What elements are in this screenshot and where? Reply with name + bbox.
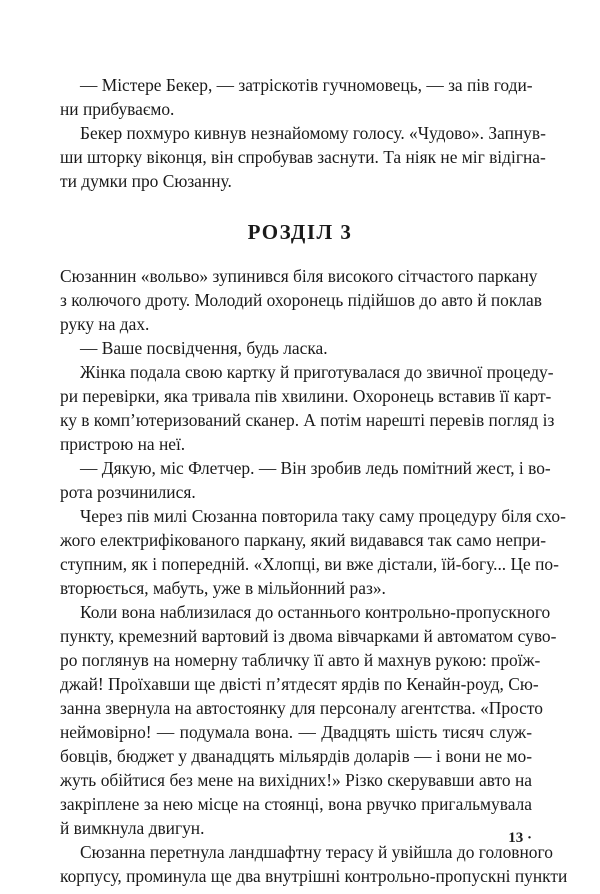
text-line: Сюзанна перетнула ландшафтну терасу й увійшла до головного <box>80 842 553 862</box>
text-line: бовців, бюджет у дванадцять мільярдів доларів — і вони не мо- <box>60 746 532 766</box>
text-line: Через пів милі Сюзанна повторила таку саму процедуру біля схо- <box>80 506 566 526</box>
page-number: 13 · <box>508 830 532 846</box>
text-line: жуть обійтися без мене на вихідних!» Різко скерувавши авто на <box>60 770 532 790</box>
text-line: ши шторку віконця, він спробував заснути. Та ніяк не міг відігна- <box>60 147 546 167</box>
text-line: жого електрифікованого паркану, який видавався так само непри- <box>60 530 547 550</box>
text-line: ти думки про Сюзанну. <box>60 171 232 191</box>
text-line: — Містере Бекер, — затріскотів гучномовець, — за пів годи- <box>80 75 533 95</box>
text-line: ку в комп’ютеризований сканер. А потім нарешті перевів погляд із <box>60 410 555 430</box>
text-line: пункту, кремезний вартовий із двома вівчарками й автоматом суво- <box>60 626 557 646</box>
text-line: корпусу, проминула ще два внутрішні контрольно-пропускні пункти <box>60 866 568 886</box>
text-line: рота розчинилися. <box>60 482 196 502</box>
text-line: ри перевірки, яка тривала пів хвилини. Охоронець вставив її карт- <box>60 386 552 406</box>
text-line: Жінка подала свою картку й приготувалася до звичної процеду- <box>80 362 554 382</box>
text-line: пристрою на неї. <box>60 434 186 454</box>
text-line: занна звернула на автостоянку для персоналу агентства. «Просто <box>60 698 543 718</box>
text-line: закріплене за нею місце на стоянці, вона рвучко пригальмувала <box>60 794 532 814</box>
text-line: ступним, як і попередній. «Хлопці, ви вже дістали, їй-богу... Це по- <box>60 554 559 574</box>
text-line: Коли вона наблизилася до останнього контрольно-пропускного <box>80 602 551 622</box>
text-line: Бекер похмуро кивнув незнайомому голосу. «Чудово». Запнув- <box>80 123 546 143</box>
text-line: ни прибуваємо. <box>60 99 175 119</box>
text-line: ро поглянув на номерну табличку її авто й махнув рукою: проїж- <box>60 650 541 670</box>
text-line: неймовірно! — подумала вона. — Двадцять шість тисяч служ- <box>60 722 532 742</box>
text-line: джай! Проїхавши ще двісті п’ятдесят ярдів по Кенайн-роуд, Сю- <box>60 674 539 694</box>
chapter-heading: РОЗДІЛ 3 <box>247 220 353 244</box>
text-line: Сюзаннин «вольво» зупинився біля високого сітчастого паркану <box>60 266 538 286</box>
text-line: вторюється, мабуть, уже в мільйонний раз». <box>60 578 386 598</box>
text-line: руку на дах. <box>60 314 150 334</box>
text-line: — Ваше посвідчення, будь ласка. <box>80 338 328 358</box>
text-line: — Дякую, міс Флетчер. — Він зробив ледь помітний жест, і во- <box>80 458 551 478</box>
text-line: й вимкнула двигун. <box>60 818 205 838</box>
text-line: з колючого дроту. Молодий охоронець підійшов до авто й поклав <box>60 290 542 310</box>
